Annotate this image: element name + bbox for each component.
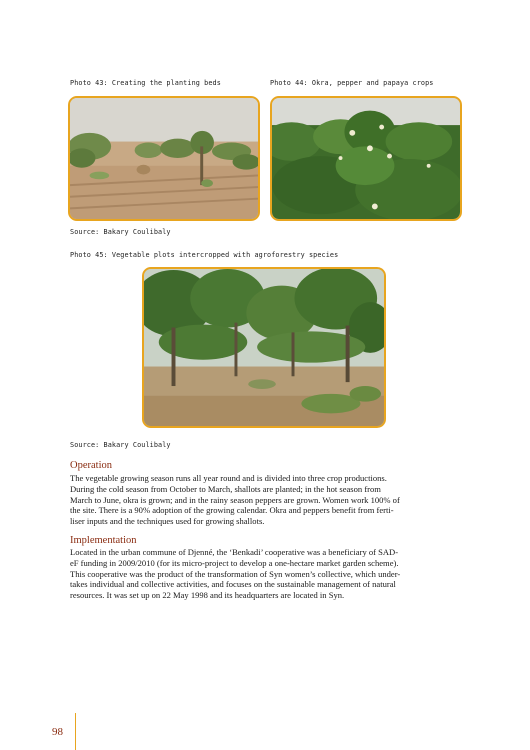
photo-45-caption: Photo 45: Vegetable plots intercropped with agroforestry species [70, 251, 339, 259]
section-heading-implementation: Implementation [70, 535, 137, 546]
photo-44-caption: Photo 44: Okra, pepper and papaya crops [270, 79, 434, 87]
photo-44-okra-pepper-papaya [270, 96, 462, 221]
photo-source-caption-2: Source: Bakary Coulibaly [70, 441, 171, 449]
page-number: 98 [52, 726, 63, 738]
photo-43-planting-beds [68, 96, 260, 221]
text-line: eF funding in 2009/2010 (for its micro-project to develop a one-hectare market garden scheme). [70, 557, 399, 568]
photo-45-agroforestry-plots [142, 267, 386, 428]
text-line: This cooperative was the product of the transformation of Syn women’s collective, which under- [70, 568, 401, 579]
implementation-paragraph [70, 547, 465, 601]
text-line: Located in the urban commune of Djenné, the ‘Benkadi’ cooperative was a beneficiary of SAD- [70, 547, 399, 557]
photo-source-caption-1: Source: Bakary Coulibaly [70, 228, 171, 236]
text-line: the site. There is a 90% adoption of the growing calendar. Okra and peppers benefit from ferti- [70, 505, 394, 516]
text-line: During the cold season from October to March, shallots are planted; in the hot season from [70, 483, 381, 494]
footer-vertical-rule [75, 713, 76, 750]
photo-43-caption: Photo 43: Creating the planting beds [70, 79, 221, 87]
text-line: takes individual and collective activities, and focuses on the sustainable management of natural [70, 579, 396, 590]
operation-paragraph [70, 473, 465, 527]
text-line: liser inputs and the techniques used for growing shallots. [70, 516, 265, 527]
text-line: The vegetable growing season runs all year round and is divided into three crop productions. [70, 473, 387, 483]
text-line: March to June, okra is grown; and in the rainy season peppers are grown. Women work 100% of [70, 494, 400, 505]
text-line: resources. It was set up on 22 May 1998 and its headquarters are located in Syn. [70, 590, 345, 601]
section-heading-operation: Operation [70, 460, 112, 471]
